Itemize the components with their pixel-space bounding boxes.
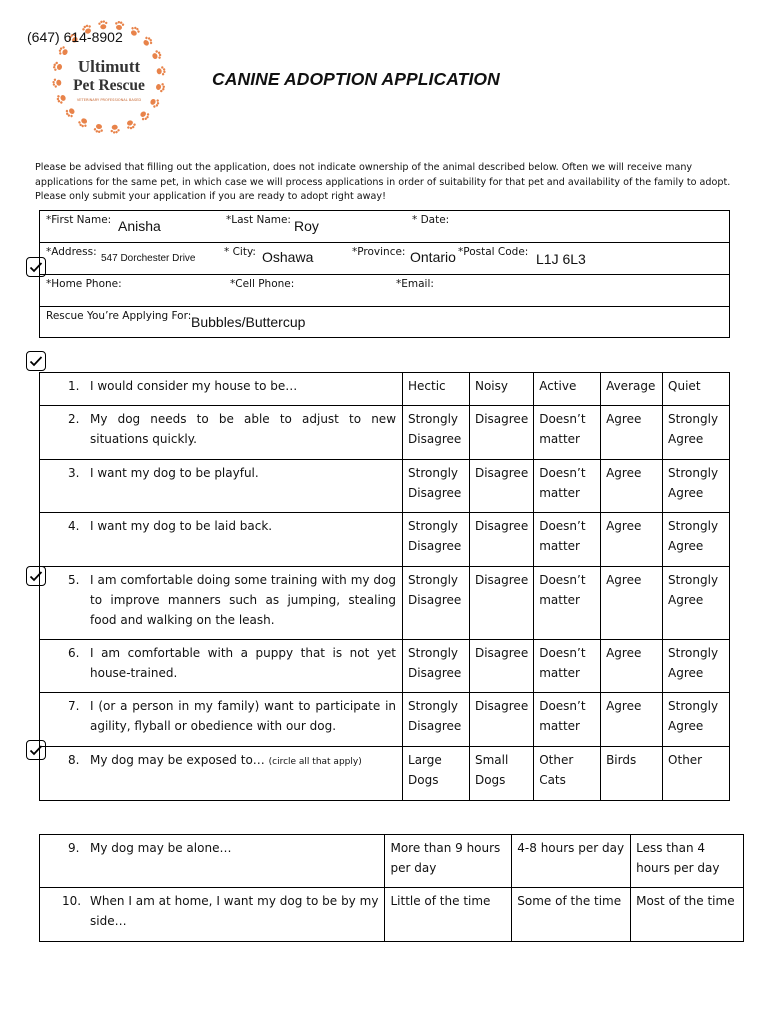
checkmark-icon	[29, 354, 43, 368]
home-phone-label: *Home Phone:	[46, 278, 122, 290]
option-cell[interactable]: Strongly Agree	[663, 460, 730, 513]
phone-row	[40, 275, 729, 307]
question-cell: 10. When I am at home, I want my dog to be by my side…	[40, 888, 385, 942]
city-field[interactable]: Oshawa	[262, 249, 314, 265]
option-cell[interactable]: Agree	[601, 640, 663, 693]
email-label: *Email:	[396, 278, 434, 290]
logo-text-line1: Ultimutt	[77, 57, 141, 76]
address-label: *Address:	[46, 246, 97, 258]
option-cell[interactable]: Little of the time	[385, 888, 512, 942]
option-cell[interactable]: Strongly Agree	[663, 513, 730, 567]
date-label: * Date:	[412, 214, 450, 226]
question-cell: 1. I would consider my house to be…	[40, 373, 403, 406]
table-row	[40, 693, 730, 747]
first-name-label: *First Name:	[46, 214, 112, 226]
intro-paragraph: Please be advised that filling out the application, does not indicate ownership of the animal described below. Often we will receive many applications for the same pet, in which case we will process applications in order of suitability for that pet and availability of the family to adopt. Please only submit your application if you are ready to adopt right away!	[35, 162, 731, 202]
table-row	[40, 835, 744, 888]
page-title: CANINE ADOPTION APPLICATION	[212, 69, 500, 89]
option-cell[interactable]: Birds	[601, 747, 663, 801]
option-cell[interactable]: Strongly Disagree	[403, 567, 470, 640]
option-cell[interactable]: Strongly Disagree	[403, 513, 470, 567]
logo-tagline: VETERINARY PROFESSIONAL BASED	[76, 98, 142, 102]
last-name-label: *Last Name:	[226, 214, 291, 226]
questionnaire-table-2	[39, 834, 744, 942]
option-cell[interactable]: Disagree	[469, 460, 533, 513]
option-cell[interactable]: More than 9 hours per day	[385, 835, 512, 888]
option-cell[interactable]: Active	[534, 373, 601, 406]
paw-print-icon	[155, 82, 165, 93]
option-cell[interactable]: Strongly Agree	[663, 640, 730, 693]
option-cell[interactable]: Strongly Disagree	[403, 640, 470, 693]
option-cell[interactable]: Agree	[601, 693, 663, 747]
paw-print-icon	[129, 25, 141, 37]
option-cell[interactable]: Less than 4 hours per day	[631, 835, 744, 888]
checkbox-section[interactable]	[26, 351, 46, 371]
question-cell: 4. I want my dog to be laid back.	[40, 513, 403, 567]
last-name-field[interactable]: Roy	[294, 218, 319, 234]
table-row	[40, 513, 730, 567]
option-cell[interactable]: Other	[663, 747, 730, 801]
question-cell: 3. I want my dog to be playful.	[40, 460, 403, 513]
option-cell[interactable]: Strongly Disagree	[403, 460, 470, 513]
paw-print-icon	[77, 117, 89, 129]
table-row	[40, 373, 730, 406]
option-cell[interactable]: Strongly Agree	[663, 693, 730, 747]
option-cell[interactable]: Doesn’t matter	[534, 513, 601, 567]
option-cell[interactable]: 4-8 hours per day	[512, 835, 631, 888]
paw-print-icon	[93, 123, 104, 133]
option-cell[interactable]: Disagree	[469, 513, 533, 567]
checkmark-icon	[29, 260, 43, 274]
option-cell[interactable]: Disagree	[469, 406, 533, 460]
option-cell[interactable]: Strongly Disagree	[403, 406, 470, 460]
cell-phone-label: *Cell Phone:	[230, 278, 295, 290]
logo-text-line2: Pet Rescue	[73, 77, 145, 94]
paw-print-icon	[110, 124, 120, 134]
option-cell[interactable]: Strongly Disagree	[403, 693, 470, 747]
name-row	[40, 211, 729, 243]
address-field[interactable]: 547 Dorchester Drive	[101, 253, 196, 264]
option-cell[interactable]: Disagree	[469, 640, 533, 693]
province-field[interactable]: Ontario	[410, 249, 456, 265]
option-cell[interactable]: Doesn’t matter	[534, 640, 601, 693]
option-cell[interactable]: Small Dogs	[469, 747, 533, 801]
address-row	[40, 243, 729, 275]
questionnaire-table-1	[39, 372, 730, 801]
option-cell[interactable]: Noisy	[469, 373, 533, 406]
paw-print-icon	[138, 109, 151, 122]
option-cell[interactable]: Doesn’t matter	[534, 406, 601, 460]
question-cell: 8. My dog may be exposed to… (circle all that apply)	[40, 747, 403, 801]
option-cell[interactable]: Agree	[601, 406, 663, 460]
paw-print-icon	[55, 93, 67, 105]
table-row	[40, 747, 730, 801]
question-cell: 9. My dog may be alone…	[40, 835, 385, 888]
paw-print-icon	[52, 78, 62, 88]
postal-code-field[interactable]: L1J 6L3	[536, 251, 586, 267]
option-cell[interactable]: Hectic	[403, 373, 470, 406]
paw-print-icon	[141, 35, 154, 48]
table-row	[40, 460, 730, 513]
option-cell[interactable]: Agree	[601, 567, 663, 640]
option-cell[interactable]: Agree	[601, 460, 663, 513]
rescue-field[interactable]: Bubbles/Buttercup	[191, 314, 306, 330]
rescue-label: Rescue You’re Applying For:	[46, 310, 192, 322]
option-cell[interactable]: Most of the time	[631, 888, 744, 942]
option-cell[interactable]: Doesn’t matter	[534, 460, 601, 513]
table-row	[40, 406, 730, 460]
option-cell[interactable]: Quiet	[663, 373, 730, 406]
option-cell[interactable]: Doesn’t matter	[534, 693, 601, 747]
applicant-info-box	[39, 210, 730, 338]
paw-print-icon	[52, 61, 62, 72]
question-cell: 7. I (or a person in my family) want to participate in agility, flyball or obedience with our dog.	[40, 693, 403, 747]
checkbox-address[interactable]	[26, 257, 46, 277]
option-cell[interactable]: Agree	[601, 513, 663, 567]
option-cell[interactable]: Some of the time	[512, 888, 631, 942]
table-row	[40, 567, 730, 640]
paw-print-icon	[149, 97, 161, 109]
table-row	[40, 640, 730, 693]
option-cell[interactable]: Strongly Agree	[663, 406, 730, 460]
option-cell[interactable]: Strongly Agree	[663, 567, 730, 640]
rescue-row	[40, 307, 729, 339]
paw-print-icon	[125, 119, 137, 131]
question-cell: 2. My dog needs to be able to adjust to new situations quickly.	[40, 406, 403, 460]
option-cell[interactable]: Disagree	[469, 567, 533, 640]
option-cell[interactable]: Average	[601, 373, 663, 406]
city-label: * City:	[224, 246, 256, 258]
question-cell: 5. I am comfortable doing some training with my dog to improve manners such as jumping, stealing food and walking on the leash.	[40, 567, 403, 640]
option-cell[interactable]: Disagree	[469, 693, 533, 747]
postal-code-label: *Postal Code:	[458, 246, 529, 258]
paw-print-icon	[156, 66, 166, 76]
phone-number: (647) 614-8902	[27, 29, 123, 45]
paw-print-icon	[151, 49, 163, 61]
first-name-field[interactable]: Anisha	[118, 218, 161, 234]
option-cell[interactable]: Large Dogs	[403, 747, 470, 801]
paw-print-icon	[64, 106, 77, 119]
paw-print-icon	[57, 45, 69, 57]
question-cell: 6. I am comfortable with a puppy that is not yet house-trained.	[40, 640, 403, 693]
option-cell[interactable]: Doesn’t matter	[534, 567, 601, 640]
table-row	[40, 888, 744, 942]
province-label: *Province:	[352, 246, 406, 258]
option-cell[interactable]: Other Cats	[534, 747, 601, 801]
